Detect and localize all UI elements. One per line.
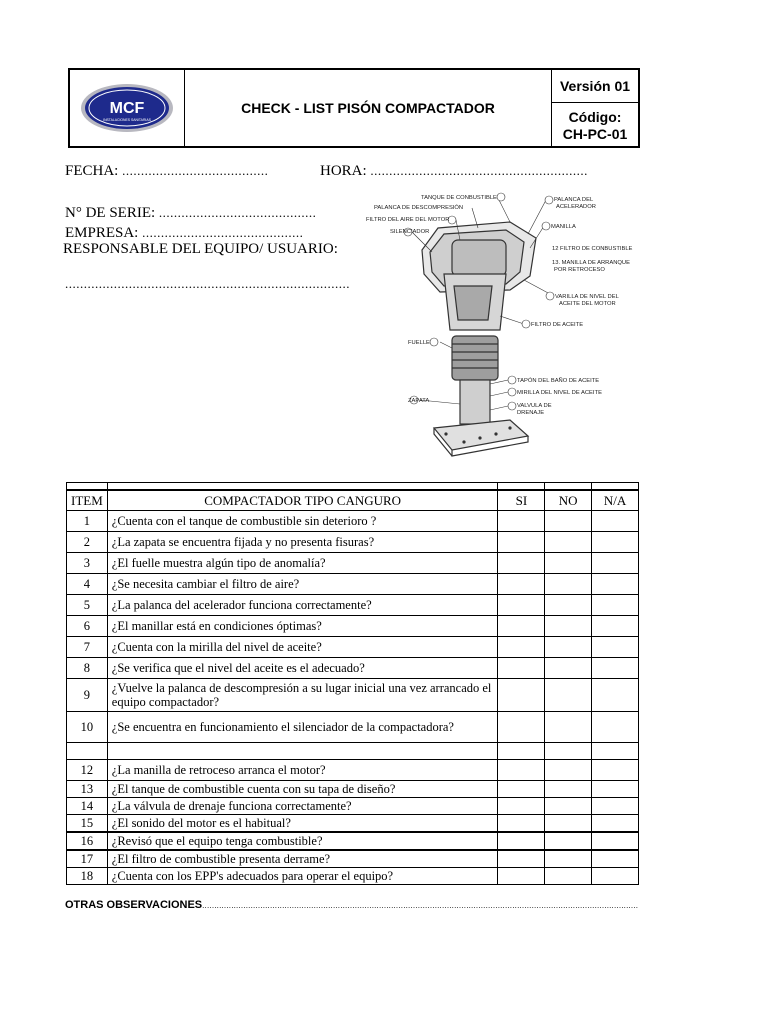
label-palanca-descompresion: PALANCA DE DESCOMPRESIÓN <box>374 205 464 211</box>
no-cell[interactable] <box>545 658 592 679</box>
row-question: ¿Cuenta con el tanque de combustible sin deterioro ? <box>107 511 498 532</box>
si-cell[interactable] <box>498 553 545 574</box>
col-no: NO <box>545 490 592 511</box>
si-cell[interactable] <box>498 574 545 595</box>
na-cell[interactable] <box>592 637 639 658</box>
table-row <box>67 781 639 798</box>
row-question: ¿La manilla de retroceso arranca el motor? <box>107 760 498 781</box>
no-cell[interactable] <box>545 679 592 712</box>
no-cell[interactable] <box>545 595 592 616</box>
table-header-row <box>67 490 639 511</box>
na-cell[interactable] <box>592 712 639 743</box>
si-cell[interactable] <box>498 679 545 712</box>
table-row <box>67 850 639 868</box>
responsable-dots[interactable]: ............................................................................ <box>65 276 350 291</box>
table-row <box>67 637 639 658</box>
col-na: N/A <box>592 490 639 511</box>
row-question: ¿El sonido del motor es el habitual? <box>107 815 498 833</box>
na-cell[interactable] <box>592 798 639 815</box>
si-cell[interactable] <box>498 616 545 637</box>
si-cell[interactable] <box>498 760 545 781</box>
table-row <box>67 616 639 637</box>
label-zapata: ZAPATA <box>408 398 430 404</box>
table-row <box>67 532 639 553</box>
row-question: ¿Cuenta con la mirilla del nivel de aceite? <box>107 637 498 658</box>
row-question: ¿Se verifica que el nivel del aceite es el adecuado? <box>107 658 498 679</box>
empresa-label: EMPRESA: <box>65 225 139 241</box>
no-cell[interactable] <box>545 532 592 553</box>
no-cell[interactable] <box>545 616 592 637</box>
label-varilla-nivel-2: ACEITE DEL MOTOR <box>559 301 616 307</box>
code-value: CH-PC-01 <box>562 126 628 142</box>
table-row <box>67 743 639 760</box>
row-question: ¿El filtro de combustible presenta derrame? <box>107 850 498 868</box>
label-filtro-aceite: FILTRO DE ACEITE <box>531 322 584 328</box>
no-cell[interactable] <box>545 868 592 885</box>
row-question: ¿Revisó que el equipo tenga combustible? <box>107 832 498 850</box>
row-question: ¿Cuenta con los EPP's adecuados para operar el equipo? <box>107 868 498 885</box>
row-question: ¿La palanca del acelerador funciona correctamente? <box>107 595 498 616</box>
col-desc: COMPACTADOR TIPO CANGURO <box>107 490 498 511</box>
row-number: 15 <box>67 815 108 833</box>
table-row <box>67 679 639 712</box>
table-row <box>67 868 639 885</box>
table-row <box>67 815 639 833</box>
row-number: 13 <box>67 781 108 798</box>
fecha-dots: ....................................... <box>122 163 269 178</box>
label-varilla-nivel: VARILLA DE NIVEL DEL <box>555 294 619 300</box>
row-question: ¿El tanque de combustible cuenta con su tapa de diseño? <box>107 781 498 798</box>
na-cell[interactable] <box>592 781 639 798</box>
version-label: Versión 01 <box>552 70 638 103</box>
label-manilla-arranque-2: POR RETROCESO <box>554 267 605 273</box>
table-row <box>67 595 639 616</box>
label-mirilla-aceite: MIRILLA DEL NIVEL DE ACEITE <box>517 390 602 396</box>
row-number: 14 <box>67 798 108 815</box>
table-row <box>67 574 639 595</box>
table-row <box>67 832 639 850</box>
row-question: ¿El fuelle muestra algún tipo de anomalía? <box>107 553 498 574</box>
row-number: 7 <box>67 637 108 658</box>
row-number: 6 <box>67 616 108 637</box>
no-cell[interactable] <box>545 574 592 595</box>
na-cell[interactable] <box>592 658 639 679</box>
na-cell[interactable] <box>592 832 639 850</box>
logo-subtext: INSTALACIONES SANITARIAS <box>103 118 151 122</box>
na-cell[interactable] <box>592 868 639 885</box>
no-cell[interactable] <box>545 637 592 658</box>
table-row <box>67 760 639 781</box>
fecha-field[interactable] <box>65 163 268 180</box>
si-cell[interactable] <box>498 781 545 798</box>
row-number: 17 <box>67 850 108 868</box>
no-cell[interactable] <box>545 798 592 815</box>
na-cell[interactable] <box>592 532 639 553</box>
col-item: ITEM <box>67 490 108 511</box>
label-silenciador: SILENCIADOR <box>390 229 430 235</box>
label-manilla: MANILLA <box>551 224 576 230</box>
checklist-table <box>66 482 639 885</box>
document-title: CHECK - LIST PISÓN COMPACTADOR <box>185 70 552 146</box>
row-number: 2 <box>67 532 108 553</box>
na-cell[interactable] <box>592 760 639 781</box>
hora-dots: .......................................................... <box>370 163 588 178</box>
code-block <box>552 103 638 143</box>
row-question: ¿La válvula de drenaje funciona correctamente? <box>107 798 498 815</box>
row-question: ¿Se encuentra en funcionamiento el silenciador de la compactadora? <box>107 712 498 743</box>
col-si: SI <box>498 490 545 511</box>
label-palanca-acelerador-2: ACELERADOR <box>556 204 596 210</box>
no-cell[interactable] <box>545 832 592 850</box>
na-cell[interactable] <box>592 679 639 712</box>
row-question: ¿Vuelve la palanca de descompresión a su lugar inicial una vez arrancado el equipo compactador? <box>107 679 498 712</box>
row-number: 10 <box>67 712 108 743</box>
compactor-diagram <box>360 188 640 464</box>
label-valvula-2: DRENAJE <box>517 410 545 416</box>
si-cell[interactable] <box>498 798 545 815</box>
no-cell[interactable] <box>545 850 592 868</box>
no-cell[interactable] <box>545 712 592 743</box>
row-question: ¿Se necesita cambiar el filtro de aire? <box>107 574 498 595</box>
label-manilla-arranque: 13. MANILLA DE ARRANQUE <box>552 260 630 266</box>
si-cell[interactable] <box>498 868 545 885</box>
si-cell[interactable] <box>498 532 545 553</box>
compactor-illustration-icon <box>360 188 640 464</box>
mcf-logo-icon <box>79 82 175 134</box>
table-row <box>67 712 639 743</box>
no-cell[interactable] <box>545 760 592 781</box>
table-row <box>67 553 639 574</box>
row-number: 4 <box>67 574 108 595</box>
document-meta <box>552 70 638 146</box>
no-cell[interactable] <box>545 781 592 798</box>
na-cell[interactable] <box>592 616 639 637</box>
na-cell[interactable] <box>592 595 639 616</box>
table-top-band <box>67 483 639 491</box>
row-question: ¿El manillar está en condiciones óptimas? <box>107 616 498 637</box>
no-cell[interactable] <box>545 553 592 574</box>
observations-label: OTRAS OBSERVACIONES <box>65 899 203 911</box>
serie-dots: .......................................... <box>158 205 317 220</box>
serie-label: N° DE SERIE: <box>65 205 156 221</box>
empresa-field[interactable] <box>65 225 303 242</box>
observations-dots: .................................................................................................................................................................................... <box>202 901 639 910</box>
si-cell[interactable] <box>498 832 545 850</box>
table-row <box>67 511 639 532</box>
si-cell[interactable] <box>498 712 545 743</box>
label-tapon-aceite: TAPÓN DEL BAÑO DE ACEITE <box>517 378 600 384</box>
responsable-label: RESPONSABLE DEL EQUIPO/ USUARIO: <box>63 241 338 257</box>
table-row <box>67 658 639 679</box>
document-header <box>68 68 640 148</box>
si-cell[interactable] <box>498 850 545 868</box>
row-number: 3 <box>67 553 108 574</box>
row-number: 1 <box>67 511 108 532</box>
label-palanca-acelerador: PALANCA DEL <box>554 197 594 203</box>
na-cell[interactable] <box>592 574 639 595</box>
si-cell[interactable] <box>498 815 545 833</box>
si-cell[interactable] <box>498 595 545 616</box>
label-fuelle: FUELLE <box>408 340 430 346</box>
row-number: 8 <box>67 658 108 679</box>
serie-field[interactable] <box>65 205 316 222</box>
label-valvula: VALVULA DE <box>517 403 552 409</box>
logo-text: MCF <box>109 100 145 117</box>
row-number: 9 <box>67 679 108 712</box>
si-cell[interactable] <box>498 658 545 679</box>
no-cell[interactable] <box>545 815 592 833</box>
no-cell[interactable] <box>545 511 592 532</box>
label-tanque: TANQUE DE CONBUSTIBLE <box>421 195 497 201</box>
na-cell[interactable] <box>592 850 639 868</box>
na-cell[interactable] <box>592 815 639 833</box>
row-number: 16 <box>67 832 108 850</box>
hora-label: HORA: <box>320 163 367 179</box>
si-cell[interactable] <box>498 511 545 532</box>
hora-field[interactable] <box>320 163 588 180</box>
empresa-dots: ........................................... <box>142 225 304 240</box>
na-cell[interactable] <box>592 553 639 574</box>
si-cell[interactable] <box>498 637 545 658</box>
label-filtro-aire: FILTRO DEL AIRE DEL MOTOR <box>366 217 450 223</box>
na-cell[interactable] <box>592 511 639 532</box>
table-row <box>67 798 639 815</box>
observations-field[interactable] <box>65 899 638 911</box>
row-number: 5 <box>67 595 108 616</box>
row-number: 18 <box>67 868 108 885</box>
row-number: 12 <box>67 760 108 781</box>
row-question: ¿La zapata se encuentra fijada y no presenta fisuras? <box>107 532 498 553</box>
code-label: Código: <box>568 109 622 125</box>
label-filtro-combustible: 12 FILTRO DE CONBUSTIBLE <box>552 246 633 252</box>
fecha-label: FECHA: <box>65 163 119 179</box>
company-logo <box>70 70 185 146</box>
